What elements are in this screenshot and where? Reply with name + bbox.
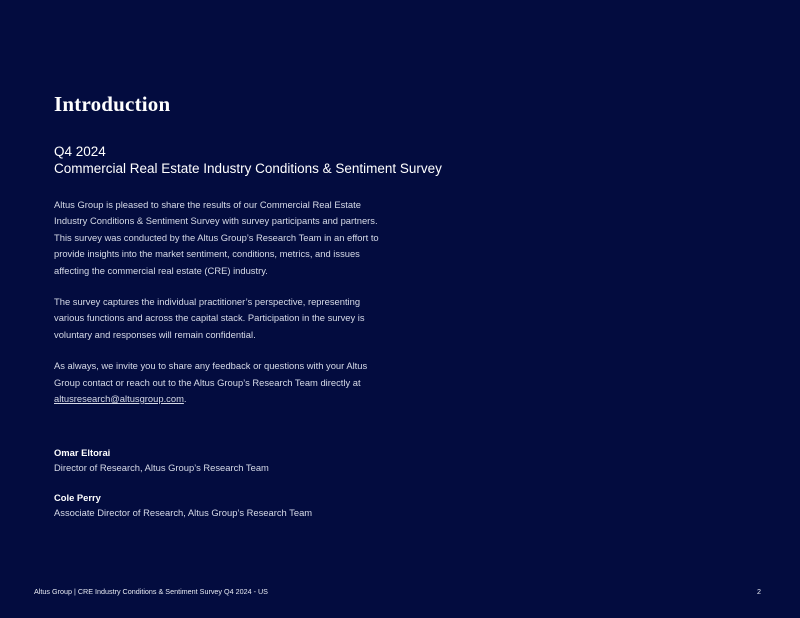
subtitle-survey-name: Commercial Real Estate Industry Conditions & Sentiment Survey xyxy=(54,161,442,176)
signatory-role: Associate Director of Research, Altus Group’s Research Team xyxy=(54,507,313,519)
signatory-name: Omar Eltorai xyxy=(54,447,111,459)
page-number: 2 xyxy=(757,587,761,596)
research-email-link[interactable]: altusresearch@altusgroup.com xyxy=(54,393,184,405)
signatory-name: Cole Perry xyxy=(54,492,101,504)
main-content xyxy=(54,92,442,535)
signatory-role: Director of Research, Altus Group’s Research Team xyxy=(54,462,269,474)
survey-subtitle xyxy=(54,143,442,177)
intro-paragraph-1: Altus Group is pleased to share the results of our Commercial Real Estate Industry Conditions & Sentiment Survey with survey participants and partners. This survey was conducted by the Altus Group’s Research Team in an effort to provide insights into the market sentiment, conditions, metrics, and issues affecting the commercial real estate (CRE) industry. xyxy=(54,199,379,276)
intro-paragraph-2: The survey captures the individual practitioner’s perspective, representing various functions and across the capital stack. Participation in the survey is voluntary and responses will remain confidential. xyxy=(54,296,365,340)
subtitle-period: Q4 2024 xyxy=(54,144,106,159)
footer-source: Altus Group | CRE Industry Conditions & Sentiment Survey Q4 2024 - US xyxy=(34,587,268,596)
signatories xyxy=(54,445,414,520)
email-suffix: . xyxy=(183,393,187,405)
signatory xyxy=(54,445,414,475)
page-title: Introduction xyxy=(54,92,171,116)
intro-paragraph-3 xyxy=(54,358,384,407)
contact-text: As always, we invite you to share any feedback or questions with your Altus Group contact or reach out to the Altus Group’s Research Team directly at xyxy=(54,360,368,388)
signatory xyxy=(54,490,414,520)
